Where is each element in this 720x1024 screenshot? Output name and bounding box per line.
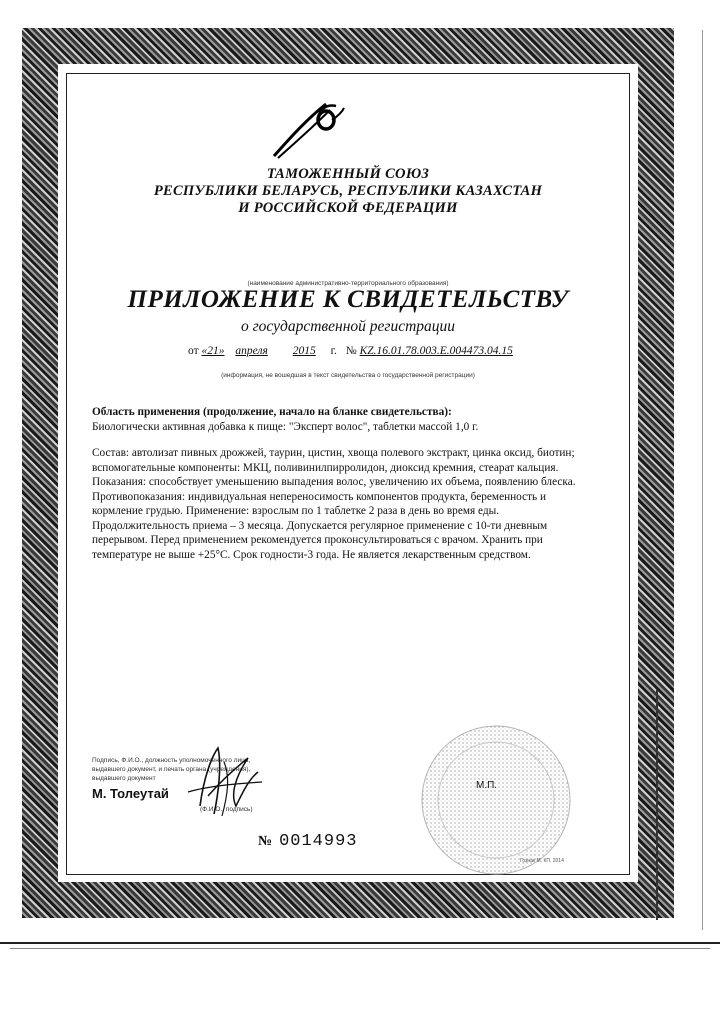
blank-serial-number [258, 832, 358, 851]
date-and-number-line [188, 345, 513, 357]
date-month: апреля [235, 345, 268, 357]
signature-caption-line-1: Подпись, Ф.И.О., должность уполномоченного лица, [92, 757, 251, 764]
official-seal-stamp [418, 722, 574, 878]
handwritten-signature [178, 736, 268, 826]
scope-heading: Область применения (продолжение, начало на бланке свидетельства): [92, 406, 452, 418]
registration-number: KZ.16.01.78.003.E.004473.04.15 [359, 345, 513, 357]
document-title: ПРИЛОЖЕНИЕ К СВИДЕТЕЛЬСТВУ [127, 286, 569, 313]
admin-unit-caption: (наименование административно-территориального образования) [247, 280, 449, 287]
number-sign: № [345, 345, 357, 357]
scope-text: Биологически активная добавка к пище: "Эксперт волос", таблетки массой 1,0 г. [92, 420, 479, 433]
union-line-3: И РОССИЙСКОЙ ФЕДЕРАЦИИ [238, 200, 458, 216]
document-body [92, 405, 588, 562]
printer-note: Гознак М. КП. 2014 [520, 858, 564, 864]
customs-union-emblem-icon [268, 90, 348, 160]
date-year: 2015 [292, 345, 316, 357]
stamp-place-label: М.П. [476, 780, 498, 791]
serial-number-sign: № [258, 834, 274, 849]
scan-side-edge [702, 30, 703, 930]
scan-edge-line [0, 942, 720, 944]
scan-side-mark [656, 690, 658, 920]
union-line-2: РЕСПУБЛИКИ БЕЛАРУСЬ, РЕСПУБЛИКИ КАЗАХСТАН [153, 183, 543, 199]
scan-edge-line-thin [10, 948, 710, 949]
composition-text: Состав: автолизат пивных дрожжей, таурин, цистин, хвоща полевого экстракт, цинка оксид, биотин; вспомогательные компоненты: МКЦ, поливинилпирролидон, диоксид кремния, стеарат кальция. Показания: способствует уменьшению выпадения волос, увеличению их объема, появлению блеска. Противопоказания: индивидуальная непереносимость компонентов продукта, беременность и кормление грудью. Применение: взрослым по 1 таблетке 2 раза в день во время еды. Продолжительность приема – 3 месяца. Допускается регулярное применение с 10-ти дневным перерывом. Перед применением рекомендуется проконсультироваться с врачом. Хранить при температуре не выше +25°С. Срок годности-3 года. Не является лекарственным средством. [92, 447, 576, 561]
fio-note: (Ф.И.О., подпись) [200, 806, 253, 813]
date-day: «21» [201, 345, 225, 357]
document-subtitle: о государственной регистрации [240, 318, 456, 335]
union-line-1: ТАМОЖЕННЫЙ СОЮЗ [266, 166, 430, 182]
signature-caption-line-2: выдавшего документ, и печать органа (учреждения), [92, 766, 251, 773]
signer-name: М. Толеутай [92, 786, 169, 801]
date-year-suffix: г. [330, 345, 337, 357]
info-caption: (информация, не вошедшая в текст свидетельства о государственной регистрации) [221, 372, 475, 379]
serial-number-value: 0014993 [279, 832, 358, 851]
date-prefix: от [188, 345, 199, 357]
signature-caption-line-3: выдавшего документ [92, 775, 156, 782]
